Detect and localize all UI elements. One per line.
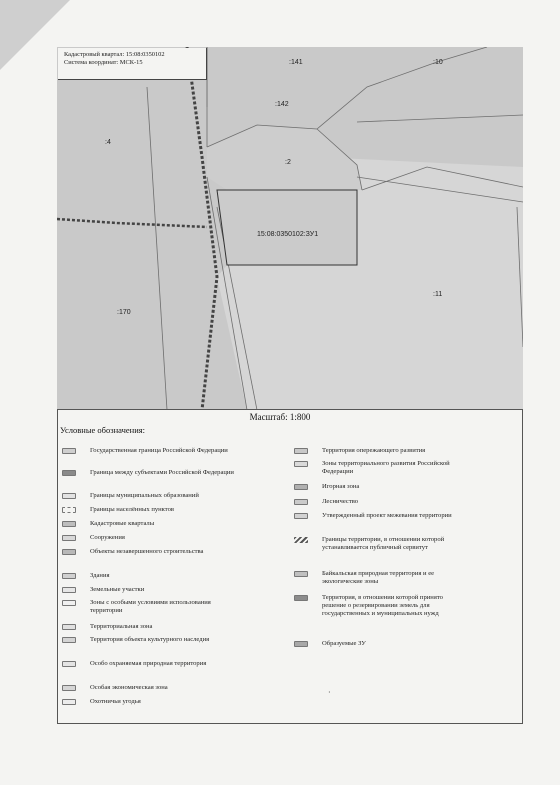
legend-symbol-icon <box>62 493 76 499</box>
cadastral-map <box>57 47 523 410</box>
legend-symbol-icon <box>62 624 76 630</box>
legend-item: Особо охраняемая природная территория <box>62 660 235 668</box>
legend-item: Территория объекта культурного наследия <box>62 636 235 644</box>
legend-item: Сооружения <box>62 534 235 542</box>
label-170: :170 <box>117 309 131 316</box>
legend-item: Зоны территориального развития Российской Федерации <box>294 460 452 476</box>
legend-item: Объекты незавершенного строительства <box>62 548 235 556</box>
legend-symbol-icon <box>62 535 76 541</box>
legend-symbol-icon <box>294 641 308 647</box>
legend-title: Условные обозначения: <box>60 425 146 435</box>
legend-item: Территория опережающего развития <box>294 447 452 455</box>
legend-symbol-icon <box>62 637 76 643</box>
coordinate-system-line: Система координат: МСК-15 <box>64 59 143 66</box>
label-10: :10 <box>433 59 443 66</box>
legend-item: Государственная граница Российской Федерации <box>62 447 235 455</box>
legend-symbol-icon <box>294 537 308 543</box>
label-11: :11 <box>433 291 443 298</box>
legend-item: Зоны с особыми условиями использования территории <box>62 599 235 615</box>
legend-symbol-icon <box>62 600 76 606</box>
legend-item: Особая экономическая зона <box>62 684 235 692</box>
legend-symbol-icon <box>62 521 76 527</box>
map-drawing <box>57 47 523 410</box>
legend-item: Границы муниципальных образований <box>62 492 235 500</box>
legend-symbol-icon <box>62 549 76 555</box>
legend-symbol-icon <box>62 587 76 593</box>
legend-item: Лесничество <box>294 498 452 506</box>
legend-item: Территориальная зона <box>62 623 235 631</box>
legend-symbol-icon <box>294 448 308 454</box>
map-info-box <box>58 48 207 80</box>
legend-symbol-icon <box>294 595 308 601</box>
label-141: :141 <box>289 59 303 66</box>
legend-item: Образуемые ЗУ <box>294 640 452 648</box>
label-parcel-zu1: 15:08:0350102:ЗУ1 <box>257 231 319 238</box>
legend-symbol-icon <box>294 484 308 490</box>
legend-symbol-icon <box>62 573 76 579</box>
legend-symbol-icon <box>294 571 308 577</box>
label-142: :142 <box>275 101 289 108</box>
dot-mark: · <box>328 688 331 697</box>
legend-symbol-icon <box>62 685 76 691</box>
map-scale: Масштаб: 1:800 <box>249 412 311 422</box>
legend-item: Охотничьи угодья <box>62 698 235 706</box>
legend-symbol-icon <box>62 470 76 476</box>
legend-symbol-icon <box>62 448 76 454</box>
legend-symbol-icon <box>62 661 76 667</box>
legend-symbol-icon <box>294 499 308 505</box>
label-4: :4 <box>105 139 111 146</box>
legend-symbol-icon <box>294 461 308 467</box>
legend-item: Здания <box>62 572 235 580</box>
legend-symbol-icon <box>62 699 76 705</box>
legend-item: Границы населённых пунктов <box>62 506 235 514</box>
legend-item: Кадастровые кварталы <box>62 520 235 528</box>
legend-item: Границы территории, в отношении которой устанавливается публичный сервитут <box>294 536 452 552</box>
legend-item: Байкальская природная территория и ее экологические зоны <box>294 570 452 586</box>
legend-item: Граница между субъектами Российской Федерации <box>62 469 235 477</box>
legend-item: Земельные участки <box>62 586 235 594</box>
legend-item: Утвержденный проект межевания территории <box>294 512 452 520</box>
cadastral-quarter-line: Кадастровый квартал: 15:08:0350102 <box>64 51 165 58</box>
legend-symbol-icon <box>294 513 308 519</box>
legend-item: Территория, в отношении которой принято решение о резервировании земель для государственных и муниципальных нужд <box>294 594 452 619</box>
label-2: :2 <box>285 159 291 166</box>
legend-item: Игорная зона <box>294 483 452 491</box>
legend-symbol-icon <box>62 507 76 513</box>
